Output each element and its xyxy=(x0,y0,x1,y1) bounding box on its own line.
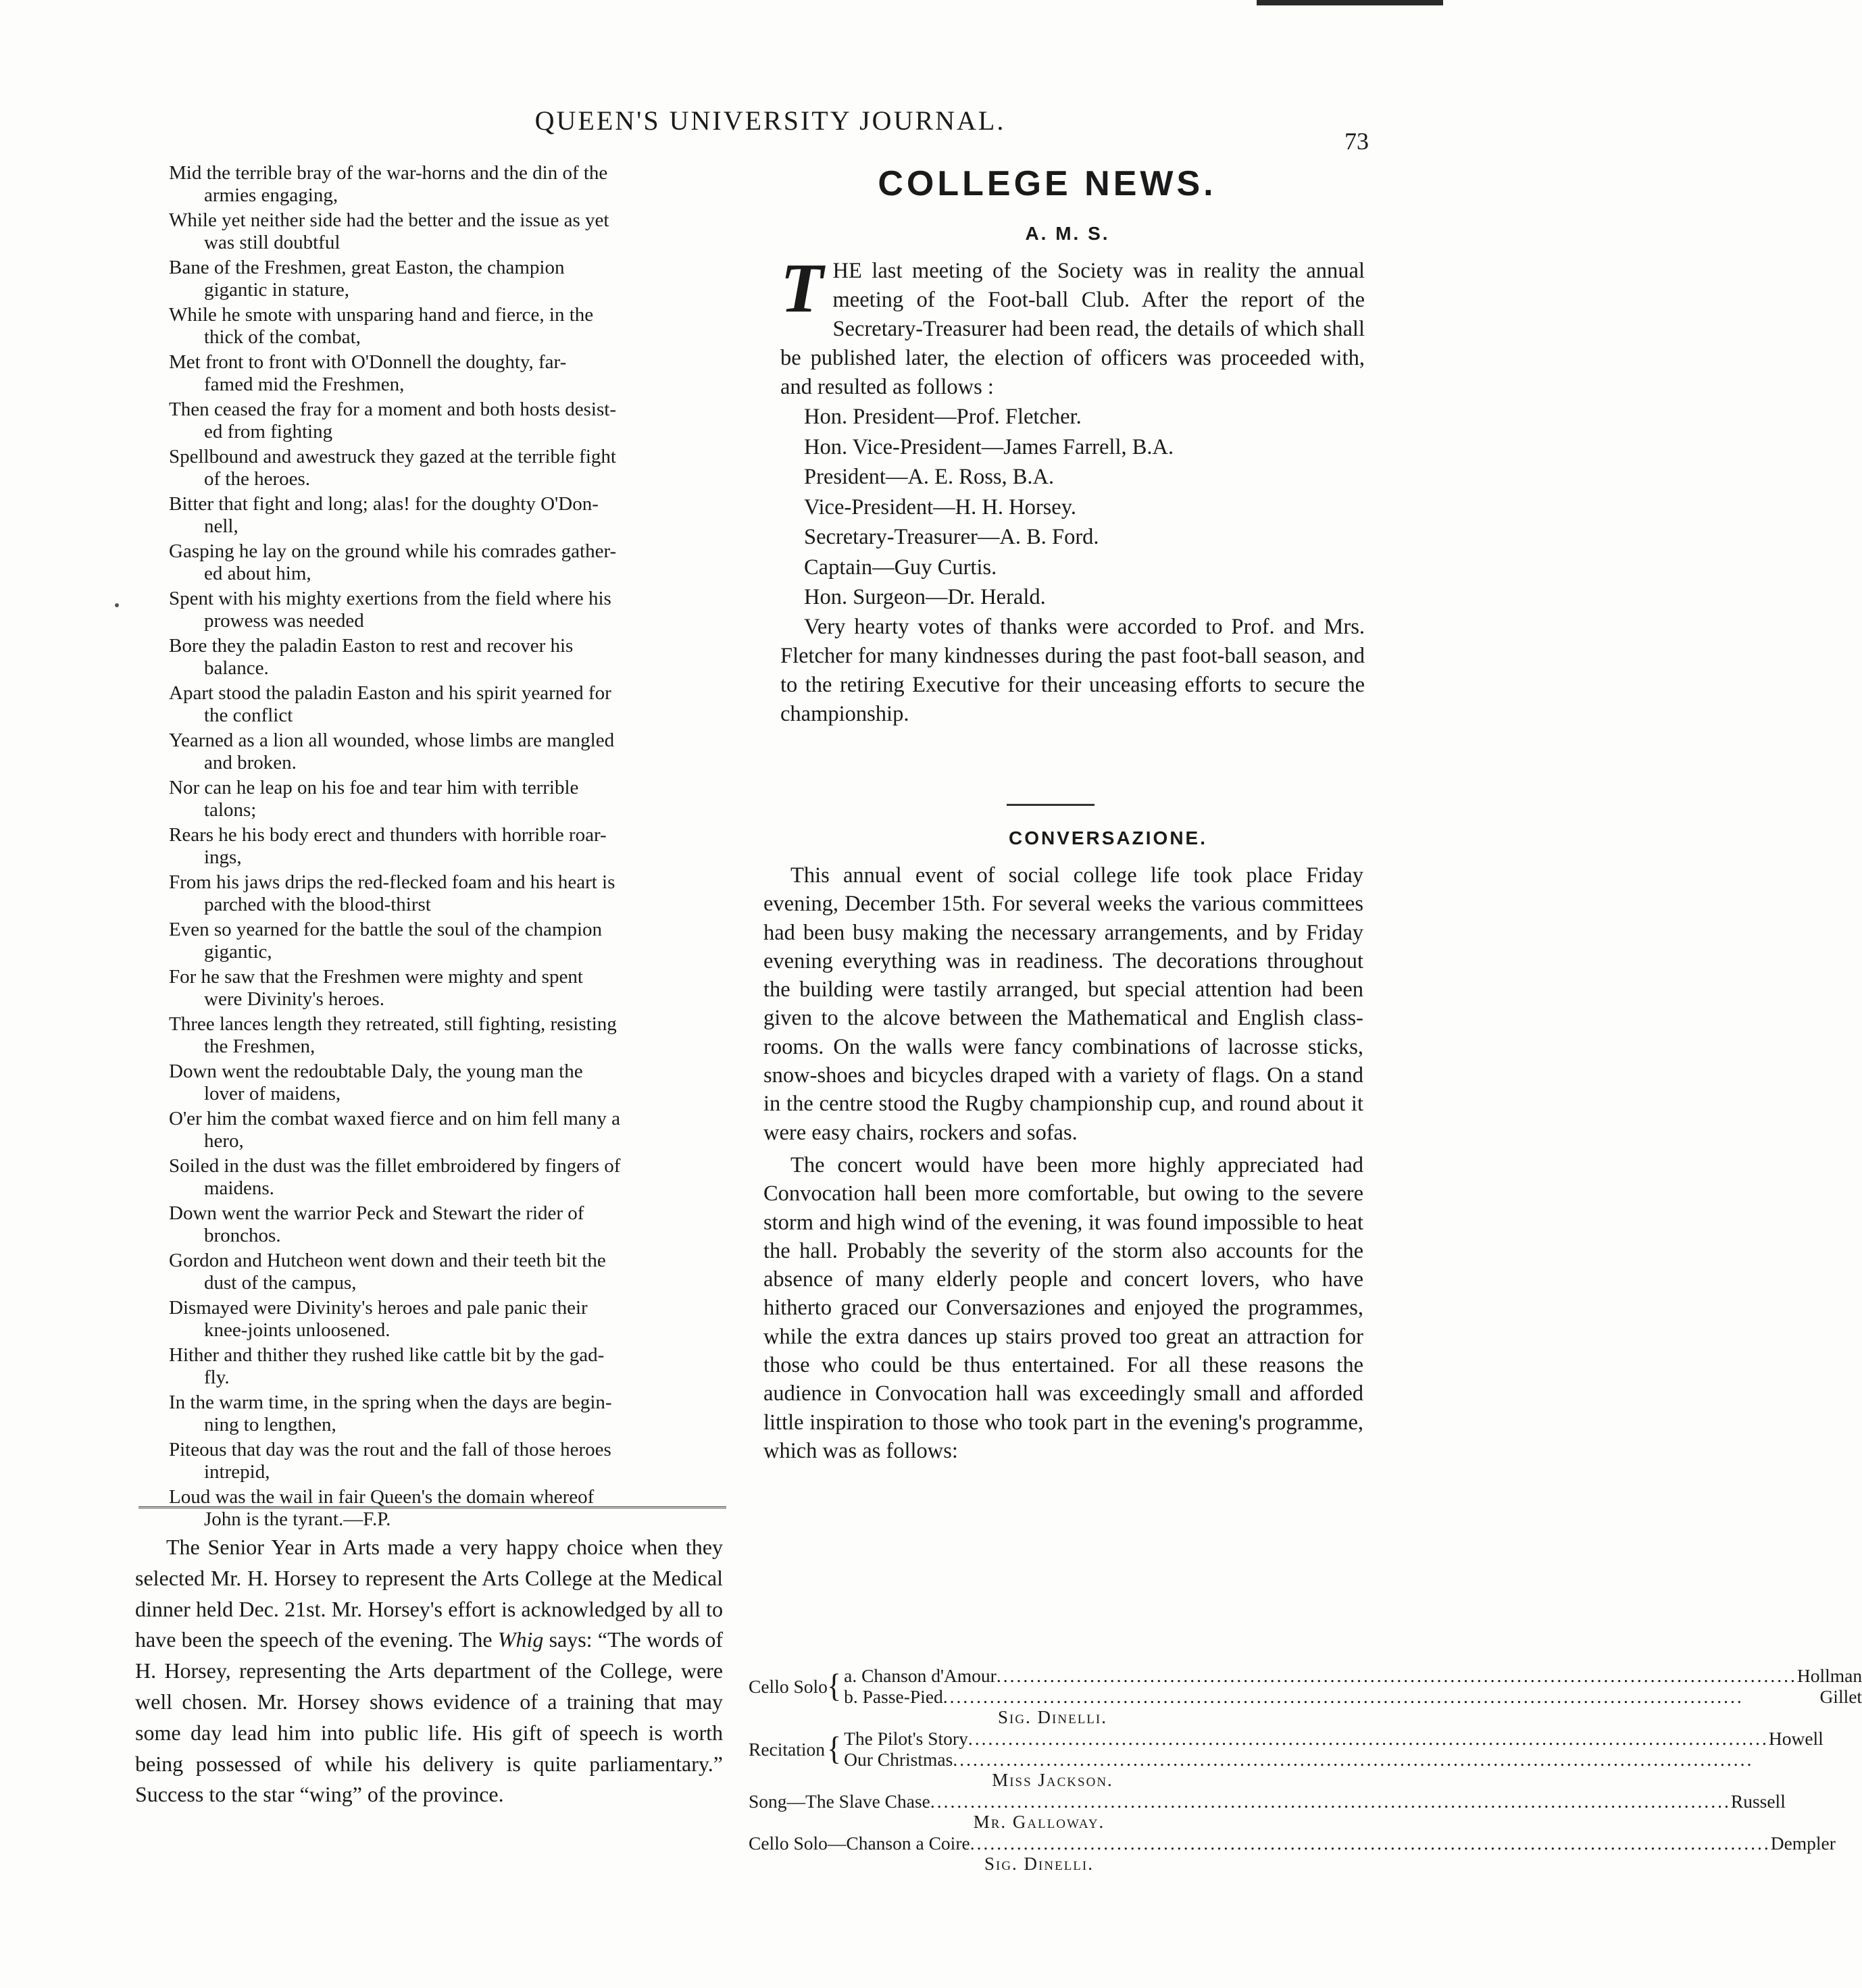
programme-item-composer: Howell xyxy=(1768,1728,1823,1749)
poem-line xyxy=(169,209,757,254)
poem-line-first: For he saw that the Freshmen were mighty and spent xyxy=(169,966,583,988)
poem-line-continuation: talons; xyxy=(204,799,257,821)
poem-line xyxy=(169,1013,757,1058)
poem-line-first: O'er him the combat waxed fierce and on him fell many a xyxy=(169,1108,620,1129)
poem-line-first: Three lances length they retreated, still fighting, resisting xyxy=(169,1013,617,1035)
senior-year-article xyxy=(135,1532,723,1810)
programme-item-title: The Pilot's Story xyxy=(844,1728,968,1749)
programme-item xyxy=(844,1686,1862,1707)
dropcap-letter: T xyxy=(780,249,824,327)
concert-programme xyxy=(749,1665,1862,1875)
programme-items xyxy=(844,1728,1823,1770)
whig-title: Whig xyxy=(497,1627,544,1652)
officer-entry: Hon. Vice-President—James Farrell, B.A. xyxy=(804,434,1174,459)
poem-line-continuation: parched with the blood-thirst xyxy=(204,894,431,915)
programme-entry xyxy=(749,1833,1836,1854)
poem-line-first: Rears he his body erect and thunders with horrible roar- xyxy=(169,824,607,846)
poem-line xyxy=(169,635,757,680)
poem-line xyxy=(169,1439,757,1483)
poem-line-first: Apart stood the paladin Easton and his spirit yearned for xyxy=(169,682,611,704)
poem-line-first: Down went the warrior Peck and Stewart the rider of xyxy=(169,1202,584,1224)
poem-line-first: From his jaws drips the red-flecked foam and his heart is xyxy=(169,871,615,893)
poem-line-continuation: famed mid the Freshmen, xyxy=(204,374,405,395)
poem-line xyxy=(169,777,757,821)
programme-item-title: Cello Solo—Chanson a Coire xyxy=(749,1833,970,1854)
programme-label: Cello Solo xyxy=(749,1675,828,1697)
poem-line xyxy=(169,1155,757,1200)
programme-item-title: Song—The Slave Chase xyxy=(749,1791,930,1812)
poem-line-continuation: nell, xyxy=(204,515,238,537)
poem-line-continuation-text: John is the tyrant. xyxy=(204,1508,344,1530)
programme-item-composer: Dempler xyxy=(1770,1833,1836,1854)
poem-line-first: In the warm time, in the spring when the days are begin- xyxy=(169,1392,612,1413)
poem-line xyxy=(169,1250,757,1294)
college-news-heading: COLLEGE NEWS. xyxy=(878,164,1217,203)
programme-item-title: Our Christmas xyxy=(844,1749,953,1770)
poem-line xyxy=(169,446,757,490)
brace-glyph: { xyxy=(827,1667,842,1704)
poem-line-first: While he smote with unsparing hand and fierce, in the xyxy=(169,304,594,326)
poem-line-first: Bane of the Freshmen, great Easton, the champion xyxy=(169,257,565,278)
poem-line-first: Spellbound and awestruck they gazed at the terrible fight xyxy=(169,446,616,467)
poem-line xyxy=(169,1297,757,1342)
print-speck xyxy=(115,603,119,607)
poem-line-first: Down went the redoubtable Daly, the young man the xyxy=(169,1061,583,1082)
poem-line xyxy=(169,966,757,1011)
leader-dots xyxy=(970,1833,1771,1854)
ams-thanks: Very hearty votes of thanks were accorded to Prof. and Mrs. Fletcher for many kindnesses during the past foot-ball season, and to the retiring Executive for their unceasing efforts to secure the championship. xyxy=(780,614,1365,726)
poem-line-continuation: fly. xyxy=(204,1367,230,1388)
poem-line xyxy=(169,682,757,727)
poem-line xyxy=(169,540,757,585)
programme-performer: Sig. Dinelli. xyxy=(984,1854,1094,1874)
poem-line-continuation: lover of maidens, xyxy=(204,1083,341,1104)
poem-line-continuation: ed about him, xyxy=(204,563,311,584)
poem-line xyxy=(169,871,757,916)
poem-line-first: Dismayed were Divinity's heroes and pale panic their xyxy=(169,1297,588,1319)
poem-line-continuation: were Divinity's heroes. xyxy=(204,988,384,1010)
poem-line-continuation: balance. xyxy=(204,657,269,679)
poem xyxy=(169,162,757,1533)
senior-year-text-2: says: “The words of H. Horsey, representing the Arts department of the College, were well chosen. Mr. Horsey shows evidence of a training that may some day lead him into public life. His gift of speech is worth being possessed of while his delivery is quite parliamentary.” Success to the star “wing” of the province. xyxy=(135,1627,723,1807)
section-divider xyxy=(139,1506,726,1510)
poem-line xyxy=(169,304,757,349)
poem-line-continuation: hero, xyxy=(204,1130,244,1152)
poem-line-continuation: gigantic in stature, xyxy=(204,279,350,301)
officers-list xyxy=(780,402,1365,613)
poem-line-first: Piteous that day was the rout and the fall of those heroes xyxy=(169,1439,611,1460)
poem-line xyxy=(169,730,757,774)
poem-line-continuation: intrepid, xyxy=(204,1461,270,1483)
programme-item-title: a. Chanson d'Amour xyxy=(844,1665,997,1686)
programme-item-composer: Russell xyxy=(1730,1791,1786,1812)
poem-line-first: Mid the terrible bray of the war-horns and the din of the xyxy=(169,162,608,184)
page-number: 73 xyxy=(1344,128,1369,155)
poem-line xyxy=(169,1202,757,1247)
officer-entry: Vice-President—H. H. Horsey. xyxy=(804,494,1076,519)
conversazione-heading: CONVERSAZIONE. xyxy=(1008,827,1208,848)
programme-item-composer: Gillet xyxy=(1819,1686,1862,1707)
programme-entry xyxy=(749,1665,1862,1707)
ams-article xyxy=(780,249,1365,729)
programme-item-title: b. Passe-Pied xyxy=(844,1686,943,1707)
programme-item xyxy=(844,1728,1823,1749)
section-divider-short xyxy=(1007,804,1094,806)
poem-line-first: Soiled in the dust was the fillet embroidered by fingers of xyxy=(169,1155,621,1177)
poem-line-continuation: the Freshmen, xyxy=(204,1036,316,1057)
programme-item xyxy=(844,1749,1823,1770)
programme-items xyxy=(749,1791,1786,1812)
programme-performer: Miss Jackson. xyxy=(992,1770,1113,1790)
ams-intro-text: HE last meeting of the Society was in reality the annual meeting of the Foot-ball Club. After the report of the Secretary-Treasurer had been read, the details of which shall be published later, the election of officers was proceeded with, and resulted as follows : xyxy=(780,259,1365,399)
indent xyxy=(135,1535,166,1559)
poem-line xyxy=(169,1108,757,1152)
ams-intro xyxy=(780,249,1365,402)
programme-label: Recitation xyxy=(749,1738,826,1760)
poem-line-continuation: and broken. xyxy=(204,752,297,773)
programme-performer: Mr. Galloway. xyxy=(973,1812,1105,1832)
poem-line-first: Then ceased the fray for a moment and both hosts desist- xyxy=(169,399,616,420)
officer-entry: Hon. Surgeon—Dr. Herald. xyxy=(804,585,1046,609)
poem-line-continuation: knee-joints unloosened. xyxy=(204,1319,391,1341)
poem-line-continuation: ning to lengthen, xyxy=(204,1414,336,1435)
poem-line xyxy=(169,493,757,538)
poem-line-first: While yet neither side had the better and the issue as yet xyxy=(169,209,609,231)
brace-glyph: { xyxy=(827,1730,842,1767)
poem-line-continuation: was still doubtful xyxy=(204,232,341,253)
poem-line-first: Yearned as a lion all wounded, whose limbs are mangled xyxy=(169,730,615,751)
poem-line-first: Loud was the wail in fair Queen's the domain whereof xyxy=(169,1486,595,1508)
poem-line-continuation: the conflict xyxy=(204,705,293,726)
poem-line xyxy=(169,1392,757,1436)
officer-entry: Secretary-Treasurer—A. B. Ford. xyxy=(804,525,1099,549)
poem-line-first: Gasping he lay on the ground while his comrades gather- xyxy=(169,540,617,562)
poem-line-first: Hither and thither they rushed like cattle bit by the gad- xyxy=(169,1344,605,1366)
poem-line xyxy=(169,1344,757,1389)
poem-line-continuation: gigantic, xyxy=(204,941,272,963)
poem-line-first: Met front to front with O'Donnell the doughty, far- xyxy=(169,351,567,373)
programme-item xyxy=(749,1833,1836,1854)
running-head: QUEEN'S UNIVERSITY JOURNAL. xyxy=(534,105,1006,136)
poem-line-continuation: of the heroes. xyxy=(204,468,311,490)
programme-item xyxy=(844,1665,1862,1686)
poem-line xyxy=(169,588,757,632)
conversazione-paragraph-2: The concert would have been more highly appreciated had Convocation hall been more comfortable, but owing to the severe storm and high wind of the evening, it was found impossible to heat the hall. Probably the severity of the storm also accounts for the absence of many elderly people and concert lovers, who have hitherto graced our Conversaziones and enjoyed the programmes, while the extra dances up stairs proved too great an attraction for those who could be thus entertained. For all these reasons the audience in Convocation hall was exceedingly small and afforded little inspiration to those who took part in the evening's programme, which was as follows: xyxy=(763,1152,1363,1463)
programme-item xyxy=(749,1791,1786,1812)
leader-dots xyxy=(943,1686,1820,1707)
poem-line-first: Spent with his mighty exertions from the field where his xyxy=(169,588,611,609)
poem-line-continuation: maidens. xyxy=(204,1177,274,1199)
poem-line xyxy=(169,824,757,869)
poem-line xyxy=(169,1061,757,1105)
leader-dots xyxy=(953,1749,1823,1770)
poem-line xyxy=(169,257,757,301)
poem-line-continuation: bronchos. xyxy=(204,1225,281,1246)
programme-performer: Sig. Dinelli. xyxy=(997,1707,1107,1727)
poem-line-first: Nor can he leap on his foe and tear him with terrible xyxy=(169,777,579,798)
poem-line xyxy=(169,919,757,963)
top-edge-rule xyxy=(1257,0,1443,5)
programme-item-composer: Hollman xyxy=(1796,1665,1862,1686)
poem-line-first: Gordon and Hutcheon went down and their teeth bit the xyxy=(169,1250,606,1271)
poem-line xyxy=(169,162,757,207)
programme-items xyxy=(749,1833,1836,1854)
poem-line-continuation: prowess was needed xyxy=(204,610,364,632)
poem-line-continuation: ed from fighting xyxy=(204,421,333,442)
leader-dots xyxy=(997,1665,1797,1686)
poem-line-first: Bitter that fight and long; alas! for the doughty O'Don- xyxy=(169,493,599,515)
leader-dots xyxy=(968,1728,1769,1749)
poem-line-first: Bore they the paladin Easton to rest and recover his xyxy=(169,635,574,657)
conversazione-paragraph-1: This annual event of social college life took place Friday evening, December 15th. For several weeks the various committees had been busy making the necessary arrangements, and by Friday evening everything was in readiness. The decorations throughout the building were tastily arranged, but special attention had been given to the alcove between the Mathematical and English class-rooms. On the walls were fancy combinations of lacrosse sticks, snow-shoes and bicycles draped with a variety of flags. On a stand in the centre stood the Rugby championship cup, and round about it were easy chairs, rockers and sofas. xyxy=(763,863,1363,1145)
poem-line-continuation: dust of the campus, xyxy=(204,1272,357,1294)
senior-year-text-1: The Senior Year in Arts made a very happy choice when they selected Mr. H. Horsey to represent the Arts College at the Medical dinner held Dec. 21st. Mr. Horsey's effort is acknowledged by all to have been the speech of the evening. The xyxy=(135,1535,723,1652)
poem-signature: —F.P. xyxy=(343,1508,391,1530)
poem-line xyxy=(169,351,757,396)
ams-heading: A. M. S. xyxy=(1025,223,1110,244)
poem-line-continuation: armies engaging, xyxy=(204,184,338,206)
poem-line-continuation: thick of the combat, xyxy=(204,326,361,348)
officer-entry: Captain—Guy Curtis. xyxy=(804,555,997,580)
poem-line-continuation xyxy=(169,1508,757,1531)
programme-entry xyxy=(749,1791,1786,1812)
poem-line-continuation: ings, xyxy=(204,846,242,868)
programme-entry xyxy=(749,1728,1823,1770)
leader-dots xyxy=(930,1791,1731,1812)
officer-entry: Hon. President—Prof. Fletcher. xyxy=(804,405,1082,429)
poem-line xyxy=(169,399,757,443)
officer-entry: President—A. E. Ross, B.A. xyxy=(804,465,1055,489)
programme-items xyxy=(844,1665,1862,1707)
poem-line-first: Even so yearned for the battle the soul of the champion xyxy=(169,919,603,940)
conversazione-article xyxy=(763,861,1363,1469)
